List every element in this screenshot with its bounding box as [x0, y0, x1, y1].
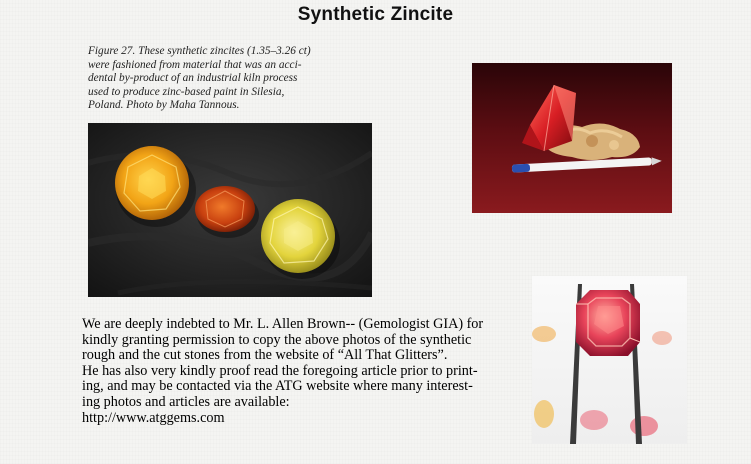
- tweezers-stone-photo: [532, 276, 687, 444]
- figure-caption: [88, 45, 380, 113]
- caption-line: Figure 27. These synthetic zincites (1.35–3.26 ct): [88, 45, 311, 57]
- cut-stones-photo: [88, 123, 372, 297]
- tweezers-stone-illustration: [532, 276, 687, 444]
- ack-line: rough and the cut stones from the website of “All That Glitters”.: [82, 347, 448, 364]
- ack-line: ing, and may be contacted via the ATG website where many interest-: [82, 378, 473, 395]
- ack-line: We are deeply indebted to Mr. L. Allen Brown-- (Gemologist GIA) for: [82, 316, 484, 332]
- caption-line: used to produce zinc-based paint in Silesia,: [88, 85, 285, 98]
- ack-line: kindly granting permission to copy the above photos of the synthetic: [82, 331, 472, 348]
- ack-line: ing photos and articles are available:: [82, 393, 290, 410]
- caption-line: dental by-product of an industrial kiln process: [88, 72, 298, 85]
- page-title: Synthetic Zincite: [297, 4, 454, 25]
- acknowledgement-text: [82, 317, 522, 426]
- rough-crystal-illustration: [472, 63, 672, 213]
- ack-line: He has also very kindly proof read the foregoing article prior to print-: [82, 362, 478, 379]
- cut-stones-illustration: [88, 123, 372, 297]
- atg-website-link[interactable]: http://www.atggems.com: [82, 409, 225, 426]
- caption-line: Poland. Photo by Maha Tannous.: [88, 99, 240, 112]
- rough-crystal-photo: [472, 63, 672, 213]
- caption-line: were fashioned from material that was an acci-: [88, 58, 302, 71]
